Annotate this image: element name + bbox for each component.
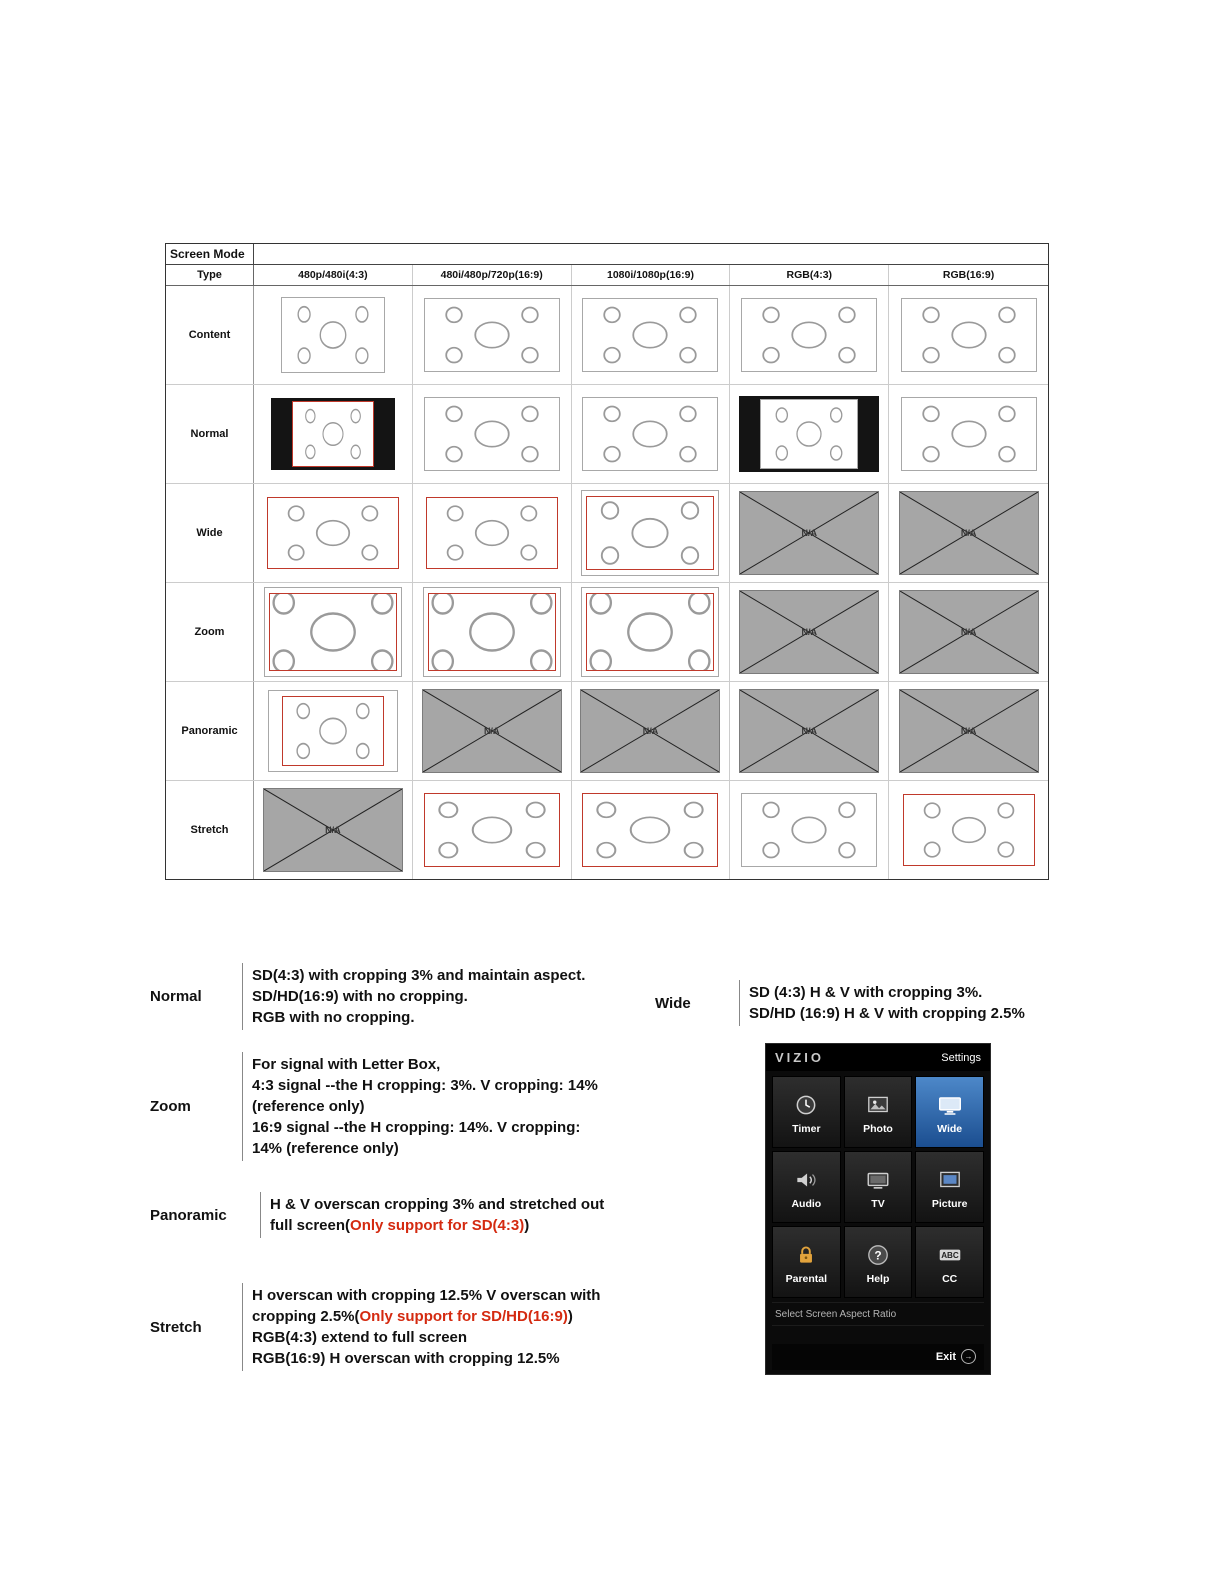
cropped-inner [586,593,714,671]
cell-content-col1 [413,286,572,384]
test-pattern [587,594,713,670]
na-label: N/A [801,627,818,637]
aspect-diagram-zoom [581,587,719,677]
aspect-diagram-zoom [264,587,402,677]
aspect-diagram-pan [268,690,398,772]
aspect-diagram-na [422,689,562,773]
na-label: N/A [960,726,977,736]
aspect-diagram-pillar-plain [739,396,879,472]
vizio-settings-menu [765,1043,991,1375]
menu-header [766,1044,990,1071]
test-pattern [282,298,384,372]
row-label: Zoom [166,583,254,681]
cell-panoramic-col0 [254,682,413,780]
menu-tile-cc [915,1226,984,1298]
cell-content-col3 [730,286,889,384]
cc-icon [937,1240,963,1270]
pillarbox-inner [760,399,858,469]
test-pattern [283,697,383,765]
row-label: Panoramic [166,682,254,780]
test-pattern [425,398,559,470]
table-title-spacer [254,244,1048,264]
aspect-diagram-na [580,689,720,773]
aspect-diagram-gray-wide [901,397,1037,471]
na-label: N/A [960,528,977,538]
desc-line: RGB with no cropping. [252,1009,415,1026]
desc-line: SD(4:3) with cropping 3% and maintain aspect. [252,967,586,984]
clock-icon [793,1090,819,1120]
type-label: Type [166,265,254,285]
menu-tile-audio [772,1151,841,1223]
test-pattern [742,794,876,866]
desc-line: H overscan with cropping 12.5% V overscan with [252,1287,601,1304]
desc-normal [150,963,680,1030]
cell-stretch-col2 [572,781,731,879]
row-label: Stretch [166,781,254,879]
vizio-logo: VIZIO [775,1050,824,1065]
svg-text:ABC: ABC [940,1250,959,1260]
cell-normal-col3 [730,385,889,483]
desc-line: H & V overscan cropping 3% and stretched out [270,1196,605,1213]
desc-line: For signal with Letter Box, [252,1056,441,1073]
table-body [166,286,1048,879]
aspect-diagram-gray-wide [901,298,1037,372]
test-pattern [583,794,717,866]
cell-normal-col4 [889,385,1048,483]
desc-stretch-text [242,1283,600,1371]
test-pattern [425,794,559,866]
desc-line: (reference only) [252,1098,365,1115]
cropped-inner [428,593,556,671]
table-title-row [166,244,1048,265]
test-pattern [268,498,398,568]
speaker-icon [793,1165,819,1195]
cell-panoramic-col4 [889,682,1048,780]
tile-label: Wide [937,1122,963,1135]
cell-stretch-col1 [413,781,572,879]
na-label: N/A [960,627,977,637]
tile-label: Parental [785,1272,828,1285]
cell-normal-col2 [572,385,731,483]
column-header-4: RGB(16:9) [942,269,995,281]
cell-zoom-col1 [413,583,572,681]
cell-wide-col4 [889,484,1048,582]
lock-icon [793,1240,819,1270]
test-pattern [427,498,557,568]
desc-panoramic-text [260,1192,604,1238]
na-label: N/A [483,726,500,736]
cell-panoramic-col2 [572,682,731,780]
aspect-diagram-na [739,491,879,575]
test-pattern [902,299,1036,371]
aspect-diagram-zoom [423,587,561,677]
cell-normal-col0 [254,385,413,483]
test-pattern [270,594,396,670]
test-pattern [429,594,555,670]
menu-tile-timer [772,1076,841,1148]
aspect-diagram-red-big [581,490,719,576]
menu-tile-tv [844,1151,913,1223]
cell-stretch-col4 [889,781,1048,879]
na-label: N/A [801,528,818,538]
aspect-diagram-gray-wide [424,298,560,372]
menu-status-text: Select Screen Aspect Ratio [772,1302,984,1326]
cell-content-col4 [889,286,1048,384]
test-pattern [293,402,373,466]
desc-zoom [150,1052,695,1161]
screen-mode-table [165,243,1049,880]
cell-panoramic-col3 [730,682,889,780]
table-title: Screen Mode [166,244,254,264]
cell-wide-col1 [413,484,572,582]
aspect-diagram-red-wide [426,497,558,569]
aspect-diagram-gray-wide [741,298,877,372]
cropped-inner [586,496,714,570]
menu-tile-wide [915,1076,984,1148]
cell-wide-col3 [730,484,889,582]
desc-line: cropping 2.5%(Only support for SD/HD(16:9)) [252,1308,573,1325]
menu-tile-photo [844,1076,913,1148]
wide-screen-icon [937,1090,963,1120]
row-label: Normal [166,385,254,483]
cell-stretch-col0 [254,781,413,879]
exit-label: Exit [935,1350,956,1363]
cell-wide-col2 [572,484,731,582]
cell-zoom-col4 [889,583,1048,681]
cell-normal-col1 [413,385,572,483]
cell-content-col0 [254,286,413,384]
desc-stretch-label: Stretch [150,1318,202,1336]
desc-zoom-label: Zoom [150,1098,191,1115]
cropped-inner [282,696,384,766]
tv-icon [865,1165,891,1195]
aspect-diagram-na [899,689,1039,773]
table-row-wide [166,484,1048,583]
aspect-diagram-gray-wide [582,397,718,471]
desc-line: 16:9 signal --the H cropping: 14%. V cropping: [252,1119,581,1136]
desc-line: full screen(Only support for SD(4:3)) [270,1217,530,1234]
aspect-diagram-na [739,689,879,773]
menu-tile-picture [915,1151,984,1223]
svg-text:?: ? [874,1247,882,1262]
pillarbox-inner [292,401,374,467]
menu-grid [772,1076,984,1298]
table-row-content [166,286,1048,385]
test-pattern [902,398,1036,470]
menu-footer [772,1344,984,1370]
test-pattern [904,795,1034,865]
menu-tile-help [844,1226,913,1298]
tile-label: Photo [863,1122,893,1135]
na-label: N/A [325,825,341,835]
exit-icon: → [961,1349,976,1364]
row-label: Wide [166,484,254,582]
cropped-inner [269,593,397,671]
na-label: N/A [801,726,818,736]
menu-title: Settings [941,1051,981,1064]
menu-tile-parental [772,1226,841,1298]
desc-line: SD/HD (16:9) H & V with cropping 2.5% [749,1005,1025,1022]
table-row-panoramic [166,682,1048,781]
desc-stretch [150,1283,710,1371]
aspect-diagram-stretch [424,793,560,867]
test-pattern [742,299,876,371]
na-label: N/A [642,726,659,736]
desc-wide [655,980,1085,1026]
tile-label: Audio [791,1197,822,1210]
test-pattern [587,497,713,569]
aspect-diagram-red-wide [903,794,1035,866]
table-row-normal [166,385,1048,484]
aspect-diagram-na [263,788,403,872]
picture-icon [937,1165,963,1195]
cell-wide-col0 [254,484,413,582]
tile-label: Picture [931,1197,968,1210]
desc-normal-text [242,963,585,1030]
desc-normal-label: Normal [150,988,202,1005]
test-pattern [761,400,857,468]
cell-zoom-col2 [572,583,731,681]
desc-zoom-text [242,1052,598,1161]
desc-panoramic [150,1192,710,1238]
cell-content-col2 [572,286,731,384]
desc-line: 4:3 signal --the H cropping: 3%. V cropping: 14% [252,1077,598,1094]
tile-label: Timer [792,1122,821,1135]
aspect-diagram-pillar-red [271,398,395,470]
desc-wide-text [739,980,1025,1026]
tile-label: CC [942,1272,958,1285]
tile-label: Help [866,1272,890,1285]
row-label: Content [166,286,254,384]
aspect-diagram-na [899,590,1039,674]
aspect-diagram-na [899,491,1039,575]
desc-line: 14% (reference only) [252,1140,399,1157]
test-pattern [583,398,717,470]
aspect-diagram-gray-wide [741,793,877,867]
table-row-stretch [166,781,1048,879]
column-header-3: RGB(4:3) [730,265,889,285]
desc-line: RGB(4:3) extend to full screen [252,1329,468,1346]
aspect-diagram-gray-wide [424,397,560,471]
photo-icon [865,1090,891,1120]
aspect-diagram-gray-narrow [281,297,385,373]
cell-stretch-col3 [730,781,889,879]
desc-line: SD/HD(16:9) with no cropping. [252,988,468,1005]
column-header-0: 480p/480i(4:3) [254,265,413,285]
desc-panoramic-label: Panoramic [150,1206,227,1224]
cell-zoom-col3 [730,583,889,681]
test-pattern [425,299,559,371]
column-header-2: 1080i/1080p(16:9) [572,265,731,285]
cell-zoom-col0 [254,583,413,681]
menu-body [766,1071,990,1374]
table-row-zoom [166,583,1048,682]
aspect-diagram-red-wide [267,497,399,569]
desc-wide-label: Wide [655,994,691,1012]
aspect-diagram-na [739,590,879,674]
desc-line: RGB(16:9) H overscan with cropping 12.5% [252,1350,560,1367]
question-icon [865,1240,891,1270]
tile-label: TV [871,1197,885,1210]
desc-line: SD (4:3) H & V with cropping 3%. [749,984,983,1001]
table-header-row [166,265,1048,286]
test-pattern [583,299,717,371]
cell-panoramic-col1 [413,682,572,780]
aspect-diagram-stretch [582,793,718,867]
aspect-diagram-gray-wide [582,298,718,372]
column-header-1: 480i/480p/720p(16:9) [413,265,572,285]
